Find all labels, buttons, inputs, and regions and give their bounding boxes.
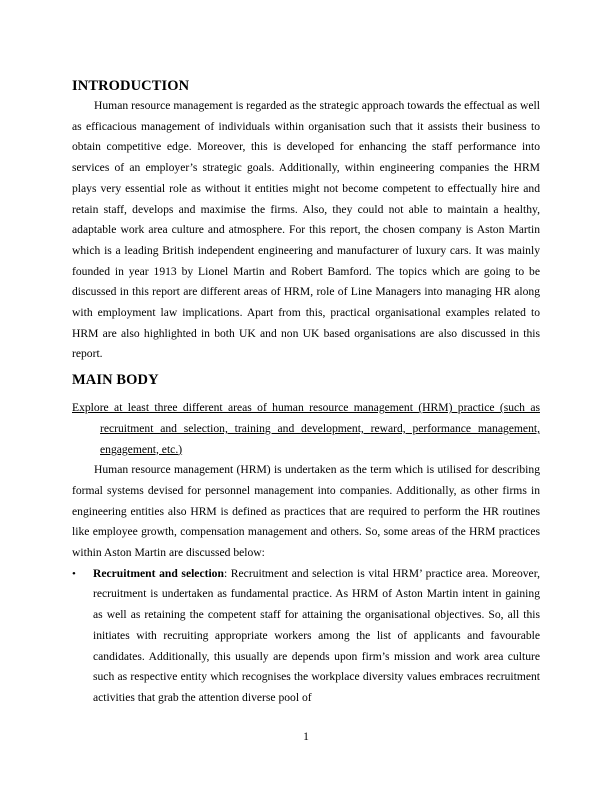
main-body-heading: MAIN BODY <box>72 372 159 389</box>
page-number: 1 <box>303 730 309 743</box>
list-item-term: Recruitment and selection <box>93 566 224 580</box>
hrm-definition-paragraph: Human resource management (HRM) is undertaken as the term which is utilised for describing formal systems devised for personnel management into companies. Additionally, as other firms in engineering entities also HRM is defined as practices that are required to perform the HR routines like employee growth, compensation management and others. So, some areas of the HRM practices within Aston Martin are discussed below: <box>72 463 540 560</box>
hrm-practice-list <box>72 564 540 709</box>
list-item-text: : Recruitment and selection is vital HRM’ practice area. Moreover, recruitment is undertaken as fundamental practice. As HRM of Aston Martin intent in gaining as well as retaining the competent staff for attaining the organisational objectives. So, all this initiates with recruiting appropriate workers among the list of applicants and favourable candidates. Additionally, this usually are depends upon firm’s mission and work area culture such as respective entity which recognises the workplace diversity values embraces recruitment activities that grab the attention diverse pool of <box>93 566 540 704</box>
page-content <box>72 76 540 709</box>
introduction-heading: INTRODUCTION <box>72 78 190 94</box>
bullet-icon: • <box>72 567 76 580</box>
task-question: Explore at least three different areas of human resource management (HRM) practice (such as recruitment and selection, training and development, reward, performance management, engagement, etc.) <box>72 401 540 456</box>
introduction-paragraph: Human resource management is regarded as the strategic approach towards the effectual as well as efficacious management of individuals within organisation such that it assists their business to obtain competitive edge. Moreover, this is developed for enhancing the staff performance into services of an employer’s strategic goals. Additionally, within engineering companies the HRM plays very essential role as without it entities might not become competent to effectually hire and retain staff, develops and maximise the firms. Also, they could not able to maintain a healthy, adaptable work area culture and atmosphere. For this report, the chosen company is Aston Martin which is a leading British independent engineering and manufacturer of luxury cars. It was mainly founded in year 1913 by Lionel Martin and Robert Bamford. The topics which are going to be discussed in this report are different areas of HRM, role of Line Managers into managing HR along with employment law implications. Apart from this, practical organisational examples related to HRM are also highlighted in both UK and non UK based organisations are also discussed in this report. <box>72 99 540 361</box>
list-item-recruitment <box>72 564 540 709</box>
